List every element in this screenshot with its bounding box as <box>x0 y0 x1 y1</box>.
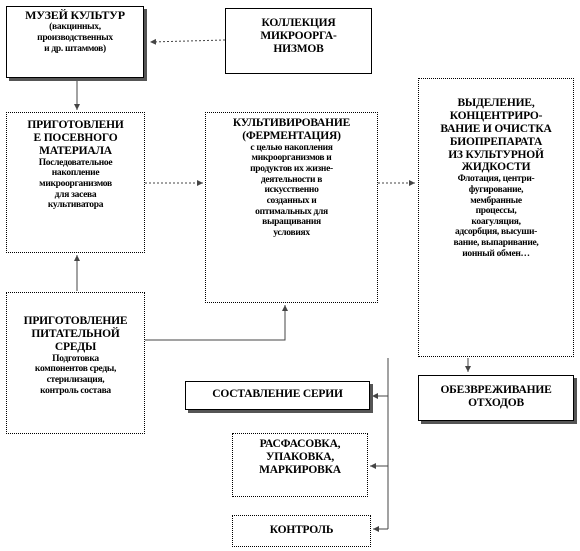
isolation-line: мембранные <box>470 195 522 206</box>
isolation-title-line: ВЫДЕЛЕНИЕ, <box>457 97 535 109</box>
isolation-line: Флотация, центри- <box>457 174 535 185</box>
cultivation-line: выращивания <box>262 217 321 228</box>
isolation-title-line: ЖИДКОСТИ <box>461 161 531 174</box>
medium-line: Подготовка <box>52 353 99 364</box>
arrow-medium-to-cultivation <box>145 305 285 340</box>
series-box <box>185 381 370 410</box>
medium-line: компонентов среды, <box>34 364 117 375</box>
cultivation-line: условиях <box>273 227 310 238</box>
control-label: КОНТРОЛЬ <box>269 524 334 536</box>
seed-line: культиватора <box>47 200 104 211</box>
isolation-box <box>418 78 574 357</box>
cultivation-box <box>205 112 378 303</box>
collection-line: МИКРООРГА- <box>260 29 337 42</box>
control-box <box>232 515 371 547</box>
medium-line: стерилизация, <box>46 374 105 385</box>
museum-line: (вакцинных, <box>49 22 101 33</box>
medium-line: контроль состава <box>40 385 111 396</box>
waste-box <box>418 375 574 421</box>
museum-title: МУЗЕЙ КУЛЬТУР <box>25 8 125 22</box>
museum-line: производственных <box>37 33 113 44</box>
cultivation-line: продуктов их жизне- <box>250 164 333 174</box>
arrow-collection-to-museum <box>150 40 225 42</box>
isolation-title-line: ВАНИЕ И ОЧИСТКА <box>440 122 552 135</box>
packaging-line: РАСФАСОВКА, <box>259 438 341 450</box>
isolation-line: ионный обмен… <box>462 248 530 259</box>
isolation-line: фугирование, <box>468 184 524 195</box>
cultivation-line: с целью накопления <box>250 142 333 153</box>
seed-title-line: ПРИГОТОВЛЕНИ <box>27 119 124 131</box>
seed-line: для засева <box>54 189 97 200</box>
cultivation-line: микроорганизмов и <box>251 153 332 164</box>
cultivation-title-line: (ФЕРМЕНТАЦИЯ) <box>242 129 341 142</box>
isolation-line: процессы, <box>475 206 517 217</box>
seed-title-line: МАТЕРИАЛА <box>39 144 112 157</box>
seed-line: Последовательное <box>38 157 113 168</box>
collection-line: КОЛЛЕКЦИЯ <box>261 17 336 29</box>
waste-line: ОТХОДОВ <box>468 396 524 409</box>
isolation-line: коагуляция, <box>471 216 521 227</box>
seed-title-line: Е ПОСЕВНОГО <box>33 131 118 144</box>
cultivation-line: оптимальных для <box>255 206 328 217</box>
isolation-title-line: ИЗ КУЛЬТУРНОЙ <box>448 148 544 161</box>
seed-line: микроорганизмов <box>39 178 112 189</box>
packaging-line: УПАКОВКА, <box>265 450 335 463</box>
medium-title-line: СРЕДЫ <box>54 340 97 353</box>
cultivation-title-line: КУЛЬТИВИРОВАНИЕ <box>232 117 351 129</box>
isolation-line: вание, выпаривание, <box>453 238 539 248</box>
packaging-line: МАРКИРОВКА <box>259 463 341 476</box>
isolation-line: адсорбция, высуши- <box>454 227 538 238</box>
waste-line: ОБЕЗВРЕЖИВАНИЕ <box>440 384 552 396</box>
museum-box <box>6 6 144 78</box>
medium-title-line: ПИТАТЕЛЬНОЙ <box>31 327 120 340</box>
isolation-title-line: БИОПРЕПАРАТА <box>449 135 543 148</box>
collection-box <box>225 8 372 74</box>
medium-box <box>6 292 145 434</box>
cultivation-line: созданных и <box>266 195 317 206</box>
cultivation-line: искусственно <box>264 185 319 196</box>
collection-line: НИЗМОВ <box>273 42 324 55</box>
seed-line: накопление <box>51 168 100 179</box>
seed-material-box <box>6 112 145 253</box>
series-label: СОСТАВЛЕНИЕ СЕРИИ <box>212 388 343 400</box>
museum-line: и др. штаммов) <box>44 43 106 54</box>
isolation-title-line: КОНЦЕНТРИРО- <box>449 109 543 122</box>
cultivation-line: деятельности в <box>260 174 323 185</box>
medium-title-line: ПРИГОТОВЛЕНИЕ <box>23 315 128 327</box>
packaging-box <box>232 433 368 497</box>
